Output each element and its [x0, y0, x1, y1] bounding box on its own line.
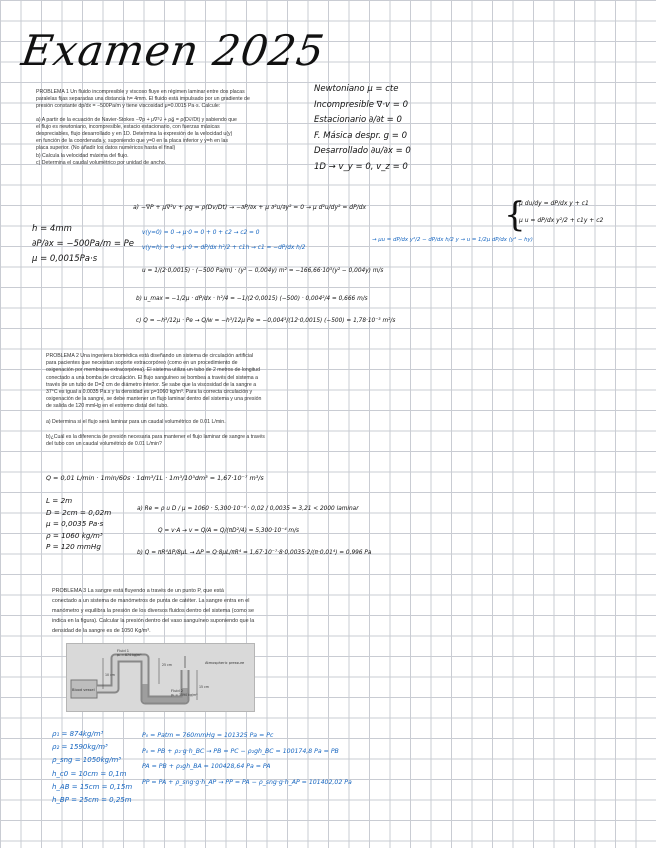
blood-vessel-label: Blood vessel	[72, 688, 95, 692]
pressure-step: PP = PA + ρ_sng·g·h_AP → PP = PA − ρ_sng·g·h_AP = 101402,02 Pa	[142, 778, 352, 786]
fluid-2-label: Fluid 2	[171, 689, 184, 693]
flow-conversion: Q = 0,01 L/min · 1min/60s · 1dm³/1L · 1m³/10³dm³ = 1,67·10⁻⁷ m³/s	[46, 474, 264, 482]
given-value: ρ₁ = 874kg/m³	[52, 730, 104, 738]
integration-step-1: μ du/dy = dP/dx y + c1	[519, 200, 589, 207]
problem-1-line: presión constante dp/dx = −500Pa/m y tiene viscosidad μ=0.0015 Pa·s. Calcule:	[36, 103, 221, 110]
problem-3-line: indica en la figura). Calcular la presión dentro del vaso sanguíneo suponiendo que la	[52, 618, 255, 624]
assumption-line: Newtoniano μ = cte	[314, 84, 399, 94]
given-value: h_c0 = 10cm = 0,1m	[52, 769, 127, 778]
problem-1-assumptions	[314, 82, 411, 175]
given-value: D = 2cm = 0,02m	[46, 507, 112, 517]
integration-step-2: μ u = dP/dx y²/2 + c1y + c2	[519, 217, 604, 224]
problem-3-line: manómetro y equilibra la presión de los diversos fluidos dentro del sistema (como se	[52, 608, 254, 614]
dimension-label: 15 cm	[199, 685, 209, 689]
problem-2-question-b: del tubo con un caudal volumétrico de 0.01 L/min?	[46, 441, 162, 448]
problem-2-line: conectado a una bomba de circulación. El flujo sanguíneo se bombea a través del sistema a	[46, 374, 258, 381]
exam-title: Examen 2025	[18, 26, 328, 75]
fluid-2-density: ρ₂ = 1590 kg/m³	[171, 693, 198, 697]
problem-3-line: PROBLEMA 3 La sangre está fluyendo a través de un punto P, que está	[52, 588, 224, 594]
given-value: P = 120 mmHg	[46, 542, 101, 552]
given-value: ρ = 1060 kg/m³	[46, 530, 103, 540]
given-value: h_BP = 25cm = 0,25m	[52, 796, 132, 805]
given-value: μ = 0,0015Pa·s	[32, 254, 98, 264]
atmospheric-label: Atmospheric pressure	[205, 661, 245, 665]
assumption-line: F. Másica despr. g = 0	[314, 130, 408, 141]
problem-3-work	[142, 728, 352, 790]
assumption-line: Desarrollado ∂u/∂x = 0	[314, 146, 411, 156]
flow-rate-per-width: c) Q = −h³/12μ · Pe → Q/w = −h³/12μ Pe = −0,004³/(12·0,0015) (−500) = 1,78·10⁻³ m²/s	[136, 318, 396, 324]
problem-1-line: PROBLEMA 1 Un fluido incompresible y viscoso fluye en régimen laminar entre dos placas	[36, 89, 245, 95]
problem-2-line: de salida de 120 mmHg en el extremo distal del tubo.	[46, 403, 169, 410]
fluid-1-density: ρ₁ = 874 kg/m³	[117, 653, 142, 657]
pressure-step: P₀ = Patm = 760mmHg = 101325 Pa = Pc	[142, 732, 274, 739]
given-value: ∂P/∂x = −500Pa/m = Pe	[32, 239, 135, 249]
problem-1-item: b) Calcula la velocidad máxima del flujo.	[36, 152, 129, 159]
problem-2-line: PROBLEMA 2 Una ingeniera biomédica está diseñando un sistema de circulación artificial	[46, 353, 254, 359]
max-velocity: b) u_max = −1/2μ · dP/dx · h²/4 = −1/(2·0,0015) (−500) · 0,004²/4 = 0,666 m/s	[136, 296, 368, 302]
dimension-label: 10 cm	[105, 673, 115, 677]
given-value: L = 2m	[46, 496, 73, 505]
problem-3-data	[52, 728, 132, 807]
boundary-condition-1: v(y=0) = 0 → μ·0 = 0 + 0 + c2 → c2 = 0	[142, 230, 260, 236]
problem-2-line: 37°C es igual a 0.0035 Pa.s y la densidad es ρ=1060 kg/m³. Para la correcta circulación y	[46, 389, 253, 396]
problem-1-data	[32, 222, 134, 267]
problem-2-line: través de un tubo de D=2 cm de diámetro interior. Se sabe que la viscosidad de la sangre a	[46, 381, 257, 388]
problem-2-line: oxigenación de la sangre, se debe mantener un flujo laminar dentro del sistema y una presión	[46, 396, 262, 403]
given-value: ρ₂ = 1590kg/m³	[52, 743, 108, 752]
assumption-line: Estacionario ∂/∂t = 0	[314, 115, 402, 125]
problem-1-item: despreciables, flujo desarrollado y en 1D. Determina la expresión de la velocidad u(y)	[36, 131, 233, 138]
problem-3-line: conectado a un sistema de manómetros de punta de catéter. La sangre entra en el	[52, 598, 250, 604]
problem-2-question-b: b)¿Cuál es la diferencia de presión necesaria para mantener el flujo laminar de sangre a través	[46, 433, 265, 440]
velocity-numeric: u = 1/(2·0,0015) · (−500 Pa/m) · (y² − 0,004y) m² = −166,66·10³(y² − 0,004y) m/s	[142, 268, 384, 274]
problem-2-data	[46, 495, 111, 553]
problem-3-line: densidad de la sangre es de 1050 Kg/m³.	[52, 628, 151, 634]
problem-2-line: para pacientes que necesitan soporte extracorpóreo (como en un procedimiento de	[46, 360, 238, 367]
problem-3-statement	[52, 586, 317, 636]
mean-velocity: Q = v·A → v = Q/A = Q/(πD²/4) = 5,300·10⁻⁴ m/s	[158, 528, 300, 534]
given-value: μ = 0,0035 Pa·s	[46, 519, 104, 529]
problem-2-statement	[46, 353, 316, 448]
given-value: h = 4mm	[32, 224, 72, 234]
problem-1-item: a) A partir de la ecuación de Navier-Stokes −∇p + μ∇²v⃗ + ρg⃗ = ρ(Dv⃗/Dt) y sabiendo que	[36, 116, 237, 123]
problem-1-statement	[36, 89, 301, 167]
problem-1-item: c) Determina el caudal volumétrico por unidad de ancho.	[36, 159, 167, 166]
assumption-line: 1D → v_y = 0, v_z = 0	[314, 161, 408, 172]
boundary-condition-2: v(y=h) = 0 → μ·0 = dP/dx h²/2 + c1h → c1 = −dP/dx h/2	[142, 245, 306, 251]
problem-1-line: paralelas fijas separadas una distancia h= 4mm. El fluido está impulsado por un gradiente de	[36, 96, 250, 103]
pressure-step: PA = PB + ρ₁gh_BA = 100428,64 Pa = PA	[142, 763, 271, 770]
given-value: ρ_sng = 1050kg/m³	[52, 756, 122, 765]
given-value: h_AB = 15cm = 0,15m	[52, 782, 133, 791]
problem-2-line: oxigenación por membrana extracorpórea). El sistema utiliza un tubo de 2 metros de longitud	[46, 367, 260, 374]
problem-1-item: el flujo es newtoniano, incompresible, estacio estacionario, con fuerzas másicas	[36, 123, 220, 130]
manometer-diagram	[67, 644, 254, 711]
reynolds-number: a) Re = ρ u D / μ = 1060 · 5,300·10⁻⁴ · 0,02 / 0,0035 = 3,21 < 2000 laminar	[137, 506, 359, 512]
manometer-figure	[66, 643, 255, 712]
velocity-profile-result: → μu = dP/dx y²/2 − dP/dx h/2 y → u = 1/2μ dP/dx (y² − hy)	[372, 237, 533, 243]
dimension-label: 25 cm	[162, 663, 172, 667]
navier-stokes-step: a) −∇P + μ∇²v + ρg = ρ(Dv/Dt) → −∂P/∂x + μ ∂²u/∂y² = 0 → μ d²u/dy² = dP/dx	[133, 204, 367, 211]
problem-1-item: en función de la coordenada y, suponiendo que y=0 en la placa inferior y y=h en las	[36, 138, 228, 145]
pressure-step: P₀ = PB + ρ₂·g·h_BC → PB = PC − ρ₂gh_BC = 100174,8 Pa = PB	[142, 747, 339, 755]
pressure-drop: b) Q = πR⁴ΔP/8μL → ΔP = Q·8μL/πR⁴ = 1,67·10⁻⁷·8·0,0035·2/(π·0,01⁴) = 0,996 Pa	[137, 550, 372, 556]
result-brace: {	[504, 195, 526, 235]
problem-2-question-a: a) Determina si el flujo será laminar para un caudal volumétrico de 0.01 L/min.	[46, 418, 226, 425]
fluid-1-label: Fluid 1	[117, 649, 130, 653]
assumption-line: Incompresible ∇·v = 0	[314, 99, 408, 110]
problem-1-item: placa superior. (No añadir los datos numéricos hasta el final)	[36, 145, 176, 152]
